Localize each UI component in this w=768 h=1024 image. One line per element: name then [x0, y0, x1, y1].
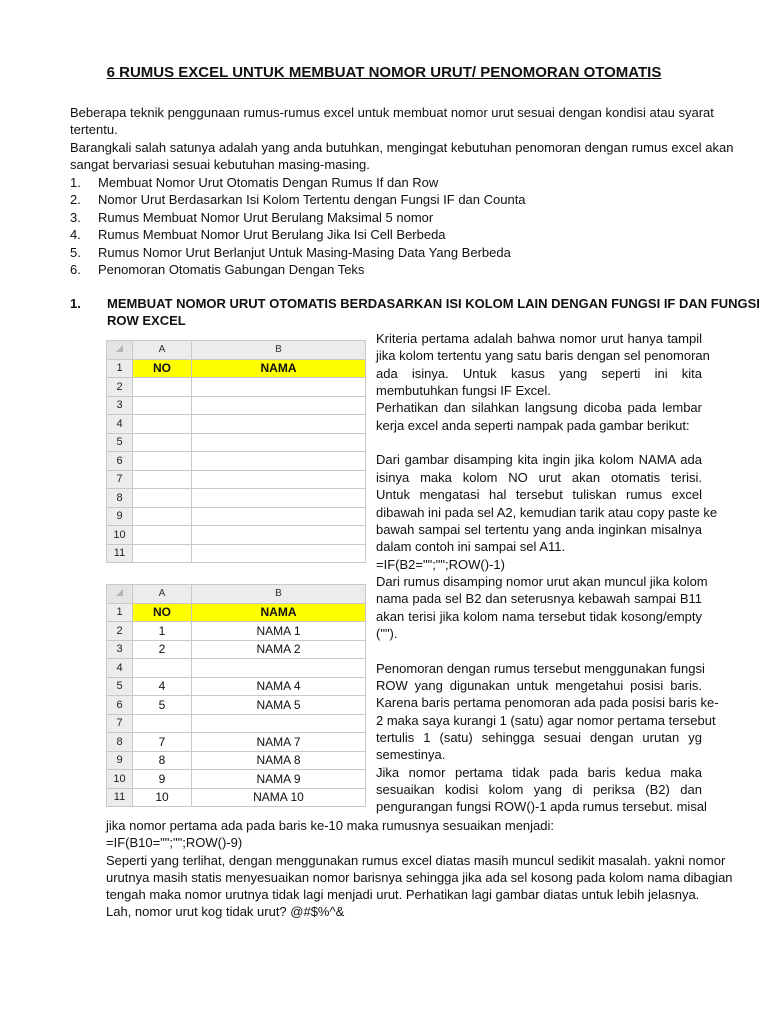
cell-no: 10: [133, 788, 192, 807]
cell-nama: [192, 659, 366, 678]
select-all-corner: [107, 585, 133, 604]
cell: [192, 378, 366, 397]
intro-line-4: sangat bervariasi sesuai kebutuhan masing-masing.: [70, 157, 370, 172]
column-header-a: A: [133, 341, 192, 360]
right-text-line: pengurangan fungsi ROW()-1 apda rumus tersebut. misal: [376, 799, 707, 815]
list-item: 2. Nomor Urut Berdasarkan Isi Kolom Tertentu dengan Fungsi IF dan Counta: [70, 192, 526, 208]
list-item: 4. Rumus Membuat Nomor Urut Berulang Jika Isi Cell Berbeda: [70, 227, 446, 243]
cell: [133, 433, 192, 452]
cell: [133, 396, 192, 415]
right-text-line: nama pada sel B2 dan seterusnya kebawah sampai B11: [376, 591, 702, 607]
cell: [133, 378, 192, 397]
row-header: 2: [107, 378, 133, 397]
intro-line-3: Barangkali salah satunya adalah yang anda butuhkan, mengingat kebutuhan penomoran dengan rumus excel akan: [70, 140, 734, 155]
right-text-line: kerja excel anda seperti nampak pada gambar berikut:: [376, 417, 690, 433]
cell: [192, 489, 366, 508]
right-text-line: dalam contoh ini sampai sel A11.: [376, 539, 566, 555]
row-header: 8: [107, 489, 133, 508]
bottom-line-3: Seperti yang terlihat, dengan menggunakan rumus excel diatas masih muncul sedikit masalah. yakni nomor: [106, 853, 726, 868]
cell: [192, 544, 366, 563]
right-text-line: =IF(B2="";"";ROW()-1): [376, 556, 505, 572]
column-header-a: A: [133, 585, 192, 604]
right-text-line: bawah sampai sel tertentu yang anda inginkan misalnya: [376, 521, 702, 537]
header-no: NO: [133, 603, 192, 622]
right-text-line: Dari gambar disamping kita ingin jika kolom NAMA ada: [376, 452, 702, 468]
cell: [133, 544, 192, 563]
column-header-b: B: [192, 585, 366, 604]
page-title: 6 RUMUS EXCEL UNTUK MEMBUAT NOMOR URUT/ PENOMORAN OTOMATIS: [106, 64, 662, 81]
list-item: 1. Membuat Nomor Urut Otomatis Dengan Rumus If dan Row: [70, 175, 439, 190]
cell-no: 4: [133, 677, 192, 696]
cell: [133, 470, 192, 489]
right-text-line: akan terisi jika kolom nama tersebut tidak kosong/empty: [376, 608, 702, 624]
right-text-line: isinya maka kolom NO urut akan otomatis terisi.: [376, 469, 702, 485]
section-number: 1.: [70, 296, 81, 311]
right-text-line: membutuhkan fungsi IF Excel.: [376, 383, 551, 399]
bottom-line-2: =IF(B10="";"";ROW()-9): [106, 835, 243, 850]
row-header: 6: [107, 696, 133, 715]
bottom-line-1: jika nomor pertama ada pada baris ke-10 maka rumusnya sesuaikan menjadi:: [106, 818, 555, 833]
cell-nama: NAMA 4: [192, 677, 366, 696]
row-header: 7: [107, 714, 133, 733]
row-header: 5: [107, 433, 133, 452]
header-nama: NAMA: [192, 359, 366, 378]
cell-no: 2: [133, 640, 192, 659]
right-text-line: jika kolom tertentu yang satu baris dengan sel penomoran: [376, 348, 710, 364]
section-heading-line-1: MEMBUAT NOMOR URUT OTOMATIS BERDASARKAN ISI KOLOM LAIN DENGAN FUNGSI IF DAN FUNGSI: [107, 296, 760, 311]
cell: [192, 396, 366, 415]
right-text-line: Dari rumus disamping nomor urut akan muncul jika kolom: [376, 573, 708, 589]
right-text-line: ("").: [376, 625, 398, 641]
row-header: 5: [107, 677, 133, 696]
right-text-line: Kriteria pertama adalah bahwa nomor urut hanya tampil: [376, 331, 702, 346]
right-text-line: ROW yang digunakan untuk mengetahui posisi baris.: [376, 678, 702, 693]
cell-nama: NAMA 10: [192, 788, 366, 807]
cell-no: [133, 659, 192, 678]
right-text-line: dibawah ini pada sel A2, kemudian tarik atau copy paste ke: [376, 504, 718, 520]
row-header: 3: [107, 640, 133, 659]
cell-no: 1: [133, 622, 192, 641]
cell: [192, 433, 366, 452]
excel-table-filled: [106, 584, 366, 807]
cell-no: 5: [133, 696, 192, 715]
row-header: 4: [107, 659, 133, 678]
intro-line-2: tertentu.: [70, 122, 118, 137]
cell-nama: NAMA 2: [192, 640, 366, 659]
cell-nama: NAMA 1: [192, 622, 366, 641]
header-nama: NAMA: [192, 603, 366, 622]
row-header: 11: [107, 544, 133, 563]
select-all-corner: [107, 341, 133, 360]
excel-table-empty: [106, 340, 366, 563]
row-header: 3: [107, 396, 133, 415]
row-header: 9: [107, 507, 133, 526]
row-header: 9: [107, 751, 133, 770]
cell: [133, 415, 192, 434]
right-text-line: ada isinya. Untuk kasus yang seperti ini kita: [376, 365, 702, 381]
right-text-line: sesuaikan kodisi kolom yang di periksa (B2) dan: [376, 782, 702, 798]
intro-line-1: Beberapa teknik penggunaan rumus-rumus excel untuk membuat nomor urut sesuai dengan kondisi atau syarat: [70, 105, 714, 120]
right-text-line: 2 maka saya kurangi 1 (satu) agar nomor pertama tersebut: [376, 712, 716, 728]
row-header: 11: [107, 788, 133, 807]
cell-nama: NAMA 5: [192, 696, 366, 715]
row-header: 4: [107, 415, 133, 434]
cell-no: [133, 714, 192, 733]
list-item: 3. Rumus Membuat Nomor Urut Berulang Maksimal 5 nomor: [70, 209, 434, 225]
cell: [133, 526, 192, 545]
cell-nama: [192, 714, 366, 733]
cell: [133, 507, 192, 526]
cell: [133, 489, 192, 508]
cell-no: 8: [133, 751, 192, 770]
row-header: 1: [107, 359, 133, 378]
cell: [192, 452, 366, 471]
row-header: 7: [107, 470, 133, 489]
cell: [192, 526, 366, 545]
cell-nama: NAMA 8: [192, 751, 366, 770]
list-item: 5. Rumus Nomor Urut Berlanjut Untuk Masing-Masing Data Yang Berbeda: [70, 244, 511, 260]
row-header: 1: [107, 603, 133, 622]
row-header: 2: [107, 622, 133, 641]
cell-no: 9: [133, 770, 192, 789]
row-header: 10: [107, 526, 133, 545]
list-item: 6. Penomoran Otomatis Gabungan Dengan Teks: [70, 262, 365, 278]
header-no: NO: [133, 359, 192, 378]
cell-nama: NAMA 7: [192, 733, 366, 752]
right-text-line: Untuk mengatasi hal tersebut tuliskan rumus excel: [376, 487, 702, 503]
row-header: 6: [107, 452, 133, 471]
right-text-line: Perhatikan dan silahkan langsung dicoba pada lembar: [376, 400, 702, 416]
cell: [192, 415, 366, 434]
column-header-b: B: [192, 341, 366, 360]
row-header: 8: [107, 733, 133, 752]
topic-list: [70, 174, 526, 278]
right-text-line: semestinya.: [376, 747, 446, 763]
bottom-line-4: urutnya masih statis menyesuaikan nomor barisnya sehingga jika ada sel kosong pada kolom nama dibagian: [106, 870, 733, 885]
cell-nama: NAMA 9: [192, 770, 366, 789]
cell: [192, 470, 366, 489]
cell-no: 7: [133, 733, 192, 752]
section-heading-line-2: ROW EXCEL: [107, 313, 186, 328]
cell: [192, 507, 366, 526]
right-text-line: Penomoran dengan rumus tersebut menggunakan fungsi: [376, 660, 705, 676]
row-header: 10: [107, 770, 133, 789]
right-text-line: Karena baris pertama penomoran ada pada posisi baris ke-: [376, 695, 719, 711]
bottom-line-5: tengah maka nomor urutnya tidak lagi menjadi urut. Perhatikan lagi gambar diatas untuk lebih jelasnya.: [106, 887, 700, 902]
right-text-line: tertulis 1 (satu) sehingga sesuai dengan urutan yg: [376, 730, 702, 746]
bottom-line-6: Lah, nomor urut kog tidak urut? @#$%^&: [106, 904, 345, 919]
right-text-line: Jika nomor pertama tidak pada baris kedua maka: [376, 764, 702, 780]
cell: [133, 452, 192, 471]
